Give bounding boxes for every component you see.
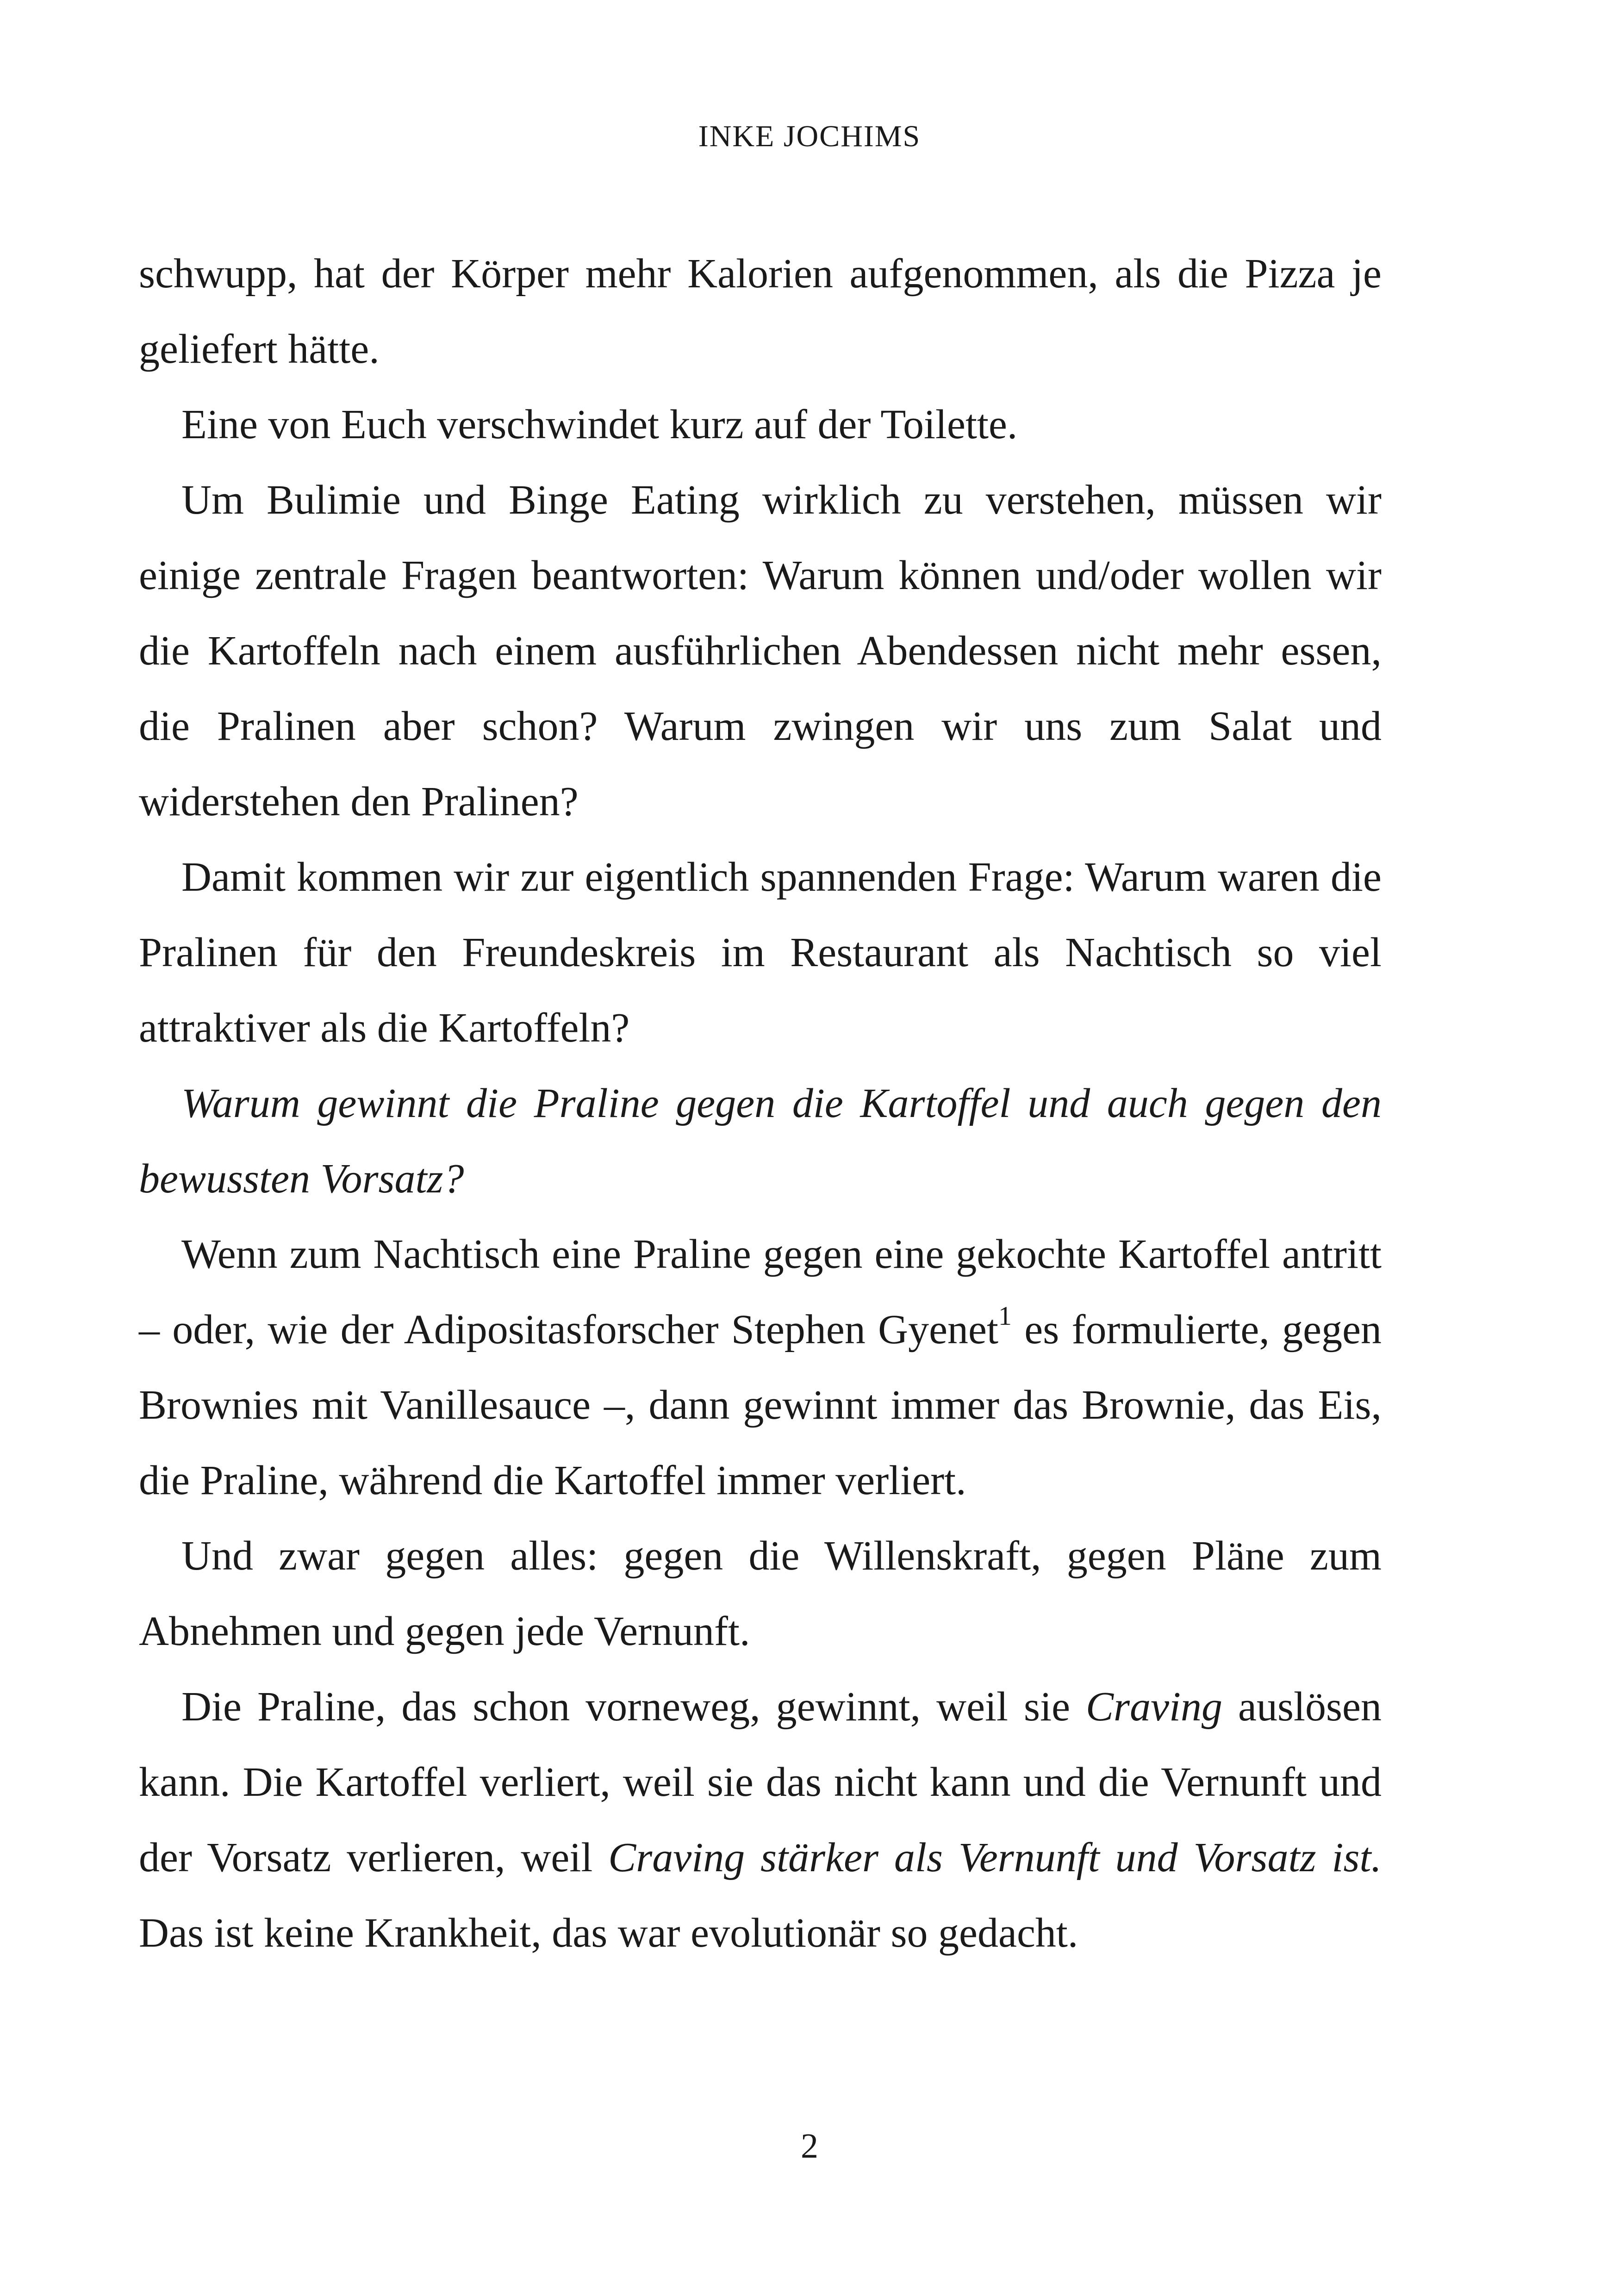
paragraph-continuation: schwupp, hat der Körper mehr Kalorien aufgenommen, als die Pizza je geliefert hätte.	[139, 251, 1382, 372]
text-run: es formulierte, gegen Brownies mit Vanillesauce –, dann gewinnt immer das Brownie, das Eis, die Praline, während die Kartoffel immer verliert.	[139, 1307, 1382, 1503]
paragraph: Um Bulimie und Binge Eating wirklich zu verstehen, müssen wir einige zentrale Fragen beantworten: Warum können und/oder wollen wir die Kartoffeln nach einem ausführlichen Abendessen nicht mehr essen, die Pralinen aber schon? Warum zwingen wir uns zum Salat und widerstehen den Pralinen?	[139, 477, 1382, 825]
running-head: INKE JOCHIMS	[698, 119, 921, 153]
emphasis: Craving stärker als Vernunft und Vorsatz ist.	[608, 1835, 1382, 1880]
paragraph	[139, 1216, 1382, 1518]
footnote-marker: 1	[998, 1301, 1012, 1331]
italic-question: Warum gewinnt die Praline gegen die Kartoffel und auch gegen den bewussten Vorsatz?	[139, 1080, 1382, 1202]
emphasis: Craving	[1086, 1684, 1223, 1730]
text-run: Das ist keine Krankheit, das war evolutionär so gedacht.	[139, 1910, 1078, 1956]
body-text	[139, 236, 1382, 1971]
paragraph: Eine von Euch verschwindet kurz auf der Toilette.	[181, 402, 1018, 447]
paragraph	[139, 1669, 1382, 1971]
text-run: Die Praline, das schon vorneweg, gewinnt, weil sie	[181, 1684, 1086, 1730]
page-number: 2	[801, 2127, 818, 2166]
paragraph: Damit kommen wir zur eigentlich spannenden Frage: Warum waren die Pralinen für den Freundeskreis im Restaurant als Nachtisch so viel attraktiver als die Kartoffeln?	[139, 854, 1382, 1051]
text-run: Wenn zum Nachtisch eine Praline gegen eine gekochte Kartoffel antritt – oder, wie der Adipositasforscher Stephen Gyenet	[139, 1231, 1382, 1353]
text-run: auslösen kann. Die Kartoffel verliert, weil sie das nicht kann und die Vernunft und der Vorsatz verlieren, weil	[139, 1684, 1382, 1880]
paragraph: Und zwar gegen alles: gegen die Willenskraft, gegen Pläne zum Abnehmen und gegen jede Vernunft.	[139, 1533, 1382, 1654]
